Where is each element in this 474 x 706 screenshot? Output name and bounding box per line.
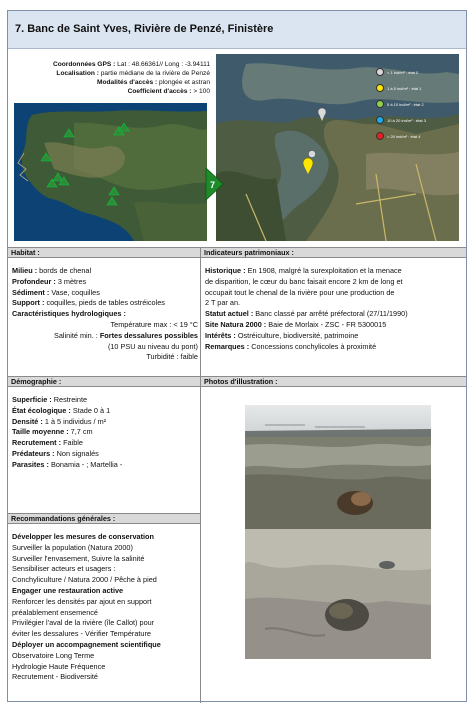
legend-label: < 1 ind/m² : état 0 [387, 69, 419, 75]
milieu-label: Milieu : [12, 266, 38, 275]
brittany-map-graphic [14, 103, 207, 241]
milieu-value: bords de chenal [39, 266, 92, 275]
site-satellite-map [216, 54, 459, 241]
recommandation-line: Surveiller l'envasement, Suivre la salinité [12, 553, 145, 563]
remarques-value: Concessions conchylicoles à proximité [251, 341, 377, 351]
legend-dot-green-icon [376, 100, 384, 108]
interets-value: Ostréiculture, biodiversité, patrimoine [237, 330, 359, 340]
predateurs-value: Non signalés [56, 448, 99, 458]
site-number: 7 [210, 180, 216, 190]
recommandation-line: éviter les dessalures - Vérifier Température [12, 629, 151, 639]
recommandations-section [12, 532, 198, 683]
oyster-closeup-photo [245, 529, 431, 659]
gps-value: Lat : 48.66361// Long : -3.94111 [117, 61, 210, 68]
habitat-heading: Habitat : [8, 247, 200, 258]
salinite-value: Fortes dessalures possibles [99, 330, 198, 340]
tidal-flat-photo-graphic [245, 405, 431, 529]
natura-label: Site Natura 2000 : [205, 319, 267, 329]
acces-value: plongée et astran [159, 79, 210, 87]
recommandation-line: Déployer un accompagnement scientifique [12, 639, 161, 649]
taille-value: 7,7 cm [70, 427, 93, 437]
predateurs-label: Prédateurs : [12, 448, 55, 458]
support-value: coquilles, pieds de tables ostréicoles [46, 298, 165, 308]
fact-sheet [7, 10, 467, 702]
demographie-section [12, 395, 198, 471]
legend-label: 10 à 20 ind/m² : état 3 [387, 117, 426, 123]
gps-label: Coordonnées GPS : [52, 61, 116, 68]
habitat-section [12, 266, 198, 363]
legend-dot-yellow-icon [376, 84, 384, 92]
historique-line: de disparition, le cœur du banc faisait encore 2 km de long et [205, 276, 403, 286]
recommandation-line: Observatoire Long Terme [12, 650, 95, 660]
remarques-label: Remarques : [205, 341, 250, 351]
photos-heading: Photos d'illustration : [201, 376, 466, 387]
taille-label: Taille moyenne : [12, 427, 69, 437]
legend-item [376, 64, 426, 80]
legend-item [376, 112, 426, 128]
acces-label: Modalités d'accès : [96, 79, 158, 87]
recommandation-line: Privilégier l'aval de la rivière (île Callot) pour [12, 618, 155, 628]
site-pointer-arrow-icon [204, 167, 224, 201]
site-coordinates [14, 60, 210, 96]
localisation-value: partie médiane de la rivière de Penzé [100, 70, 210, 78]
temperature-line: Température max : < 19 °C [110, 319, 198, 329]
localisation-label: Localisation : [56, 70, 99, 78]
brittany-regional-map [14, 103, 207, 241]
turbidite-line: Turbidité : faible [146, 352, 198, 362]
oyster-closeup-photo-graphic [245, 529, 431, 659]
recrutement-label: Recrutement : [12, 438, 62, 448]
recommandation-line: Sensibiliser acteurs et usagers : [12, 564, 116, 574]
map-legend [376, 64, 426, 144]
indicateurs-heading: Indicateurs patrimoniaux : [201, 247, 466, 258]
interets-label: Intérêts : [205, 330, 236, 340]
superficie-value: Restreinte [53, 395, 88, 404]
recommandation-line: préalablement ensemencé [12, 607, 98, 617]
statut-value: Banc classé par arrêté préfectoral (27/11/1990) [255, 309, 408, 319]
etat-value: Stade 0 à 1 [72, 405, 111, 415]
page-title: 7. Banc de Saint Yves, Rivière de Penzé, Finistère [15, 23, 274, 35]
recommandation-line: Conchyliculture / Natura 2000 / Pêche à pied [12, 575, 157, 585]
recommandation-line: Hydrologie Haute Fréquence [12, 661, 106, 671]
legend-item [376, 80, 426, 96]
legend-dot-blue-icon [376, 116, 384, 124]
recommandation-line: Recrutement - Biodiversité [12, 672, 98, 682]
historique-line: occupait tout le chenal de la rivière pour une production de [205, 287, 395, 297]
legend-item [376, 96, 426, 112]
recommandation-line: Engager une restauration active [12, 585, 124, 595]
coefficient-label: Coefficient d'accès : [127, 88, 192, 96]
legend-dot-red-icon [376, 132, 384, 140]
superficie-label: Superficie : [12, 395, 52, 404]
recommandation-line: Surveiller la population (Natura 2000) [12, 542, 133, 552]
salinite-label: Salinité min. : [54, 330, 98, 340]
densite-value: 1 à 5 individus / m² [44, 416, 107, 426]
sediment-label: Sédiment : [12, 287, 50, 297]
profondeur-value: 3 mètres [57, 276, 87, 286]
recommandation-line: Développer les mesures de conservation [12, 532, 154, 541]
densite-label: Densité : [12, 416, 43, 426]
tidal-flat-photo [245, 405, 431, 529]
legend-label: 5 à 10 ind/m² : état 2 [387, 101, 424, 107]
historique-line: 2 T par an. [205, 298, 241, 308]
demographie-heading: Démographie : [8, 376, 200, 387]
profondeur-label: Profondeur : [12, 276, 56, 286]
coefficient-value: > 100 [193, 88, 210, 96]
parasites-label: Parasites : [12, 459, 49, 469]
legend-dot-grey-icon [376, 68, 384, 76]
recommandation-line: Renforcer les densités par ajout en support [12, 596, 152, 606]
natura-value: Baie de Morlaix - ZSC - FR 5300015 [268, 319, 387, 329]
etat-label: État écologique : [12, 405, 71, 415]
hydrologie-label: Caractéristiques hydrologiques : [12, 309, 126, 319]
indicateurs-section [205, 266, 463, 352]
legend-label: 1 à 5 ind/m² : état 1 [387, 85, 422, 91]
sediment-value: Vase, coquilles [51, 287, 100, 297]
recrutement-value: Faible [63, 438, 83, 448]
support-label: Support : [12, 298, 45, 308]
column-divider [200, 247, 201, 703]
recommandations-heading: Recommandations générales : [8, 513, 200, 524]
parasites-value: Bonamia - ; Martellia - [50, 459, 123, 469]
legend-label: > 20 ind/m² : état 4 [387, 133, 421, 139]
historique-label: Historique : [205, 266, 246, 275]
legend-item [376, 128, 426, 144]
title-bar [8, 11, 466, 49]
salinite-note: (10 PSU au niveau du pont) [107, 341, 198, 351]
statut-label: Statut actuel : [205, 309, 254, 319]
historique-line: En 1908, malgré la surexploitation et la menace [247, 266, 402, 275]
